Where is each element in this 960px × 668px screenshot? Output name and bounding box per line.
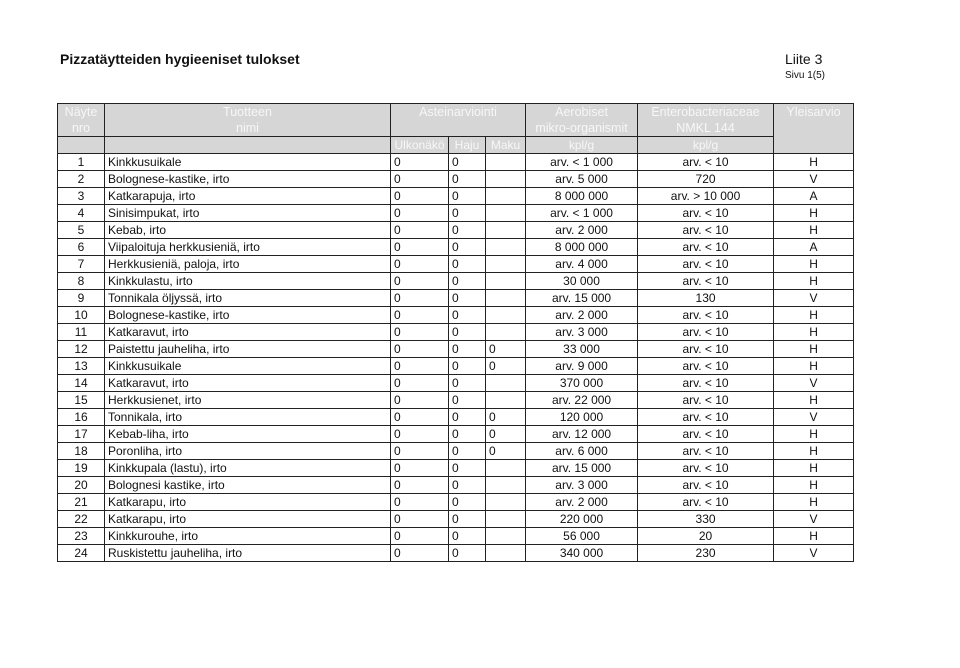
cell-u: 0 bbox=[391, 171, 449, 188]
cell-y: H bbox=[774, 460, 854, 477]
cell-u: 0 bbox=[391, 205, 449, 222]
cell-u: 0 bbox=[391, 375, 449, 392]
cell-nimi: Bolognesi kastike, irto bbox=[105, 477, 391, 494]
cell-h: 0 bbox=[449, 375, 486, 392]
cell-nro: 5 bbox=[58, 222, 105, 239]
table-row bbox=[58, 205, 854, 222]
cell-u: 0 bbox=[391, 426, 449, 443]
cell-nimi: Poronliha, irto bbox=[105, 443, 391, 460]
cell-aer: arv. 3 000 bbox=[526, 324, 638, 341]
cell-ent: 330 bbox=[638, 511, 774, 528]
cell-h: 0 bbox=[449, 409, 486, 426]
cell-nro: 19 bbox=[58, 460, 105, 477]
cell-aer: 340 000 bbox=[526, 545, 638, 562]
cell-nro: 1 bbox=[58, 154, 105, 171]
cell-h: 0 bbox=[449, 205, 486, 222]
table-row bbox=[58, 290, 854, 307]
cell-aer: arv. 2 000 bbox=[526, 307, 638, 324]
cell-y: H bbox=[774, 222, 854, 239]
table-row bbox=[58, 222, 854, 239]
cell-y: H bbox=[774, 341, 854, 358]
table-row bbox=[58, 358, 854, 375]
table-row bbox=[58, 324, 854, 341]
cell-nimi: Kinkkupala (lastu), irto bbox=[105, 460, 391, 477]
cell-u: 0 bbox=[391, 307, 449, 324]
table-row bbox=[58, 188, 854, 205]
cell-nimi: Bolognese-kastike, irto bbox=[105, 307, 391, 324]
table-row bbox=[58, 409, 854, 426]
cell-ent: arv. < 10 bbox=[638, 392, 774, 409]
cell-ent: arv. < 10 bbox=[638, 205, 774, 222]
cell-h: 0 bbox=[449, 528, 486, 545]
table-row bbox=[58, 307, 854, 324]
cell-ent: arv. < 10 bbox=[638, 256, 774, 273]
cell-nro: 14 bbox=[58, 375, 105, 392]
cell-y: V bbox=[774, 375, 854, 392]
header-yleisarvio: Yleisarvio bbox=[774, 104, 854, 154]
cell-ent: arv. < 10 bbox=[638, 494, 774, 511]
cell-y: H bbox=[774, 528, 854, 545]
cell-u: 0 bbox=[391, 528, 449, 545]
cell-y: V bbox=[774, 171, 854, 188]
cell-aer: arv. 5 000 bbox=[526, 171, 638, 188]
cell-nimi: Tonnikala, irto bbox=[105, 409, 391, 426]
cell-aer: 30 000 bbox=[526, 273, 638, 290]
header-nayte: Näyte nro bbox=[58, 104, 105, 137]
cell-aer: 370 000 bbox=[526, 375, 638, 392]
cell-ent: 720 bbox=[638, 171, 774, 188]
header-tuotteen-nimi: Tuotteen nimi bbox=[105, 104, 391, 137]
cell-u: 0 bbox=[391, 324, 449, 341]
cell-nro: 9 bbox=[58, 290, 105, 307]
cell-nro: 20 bbox=[58, 477, 105, 494]
table-row bbox=[58, 375, 854, 392]
table-row bbox=[58, 460, 854, 477]
cell-y: H bbox=[774, 256, 854, 273]
cell-y: H bbox=[774, 477, 854, 494]
cell-u: 0 bbox=[391, 341, 449, 358]
cell-nimi: Tonnikala öljyssä, irto bbox=[105, 290, 391, 307]
header-maku: Maku bbox=[486, 137, 526, 154]
cell-ent: arv. < 10 bbox=[638, 273, 774, 290]
cell-aer: arv. < 1 000 bbox=[526, 154, 638, 171]
appendix-label: Liite 3 bbox=[785, 51, 823, 67]
cell-h: 0 bbox=[449, 392, 486, 409]
table-row bbox=[58, 511, 854, 528]
cell-u: 0 bbox=[391, 494, 449, 511]
cell-m: 0 bbox=[486, 409, 526, 426]
cell-h: 0 bbox=[449, 171, 486, 188]
cell-y: H bbox=[774, 426, 854, 443]
cell-u: 0 bbox=[391, 443, 449, 460]
cell-ent: arv. < 10 bbox=[638, 426, 774, 443]
cell-ent: 20 bbox=[638, 528, 774, 545]
cell-ent: arv. < 10 bbox=[638, 358, 774, 375]
cell-nimi: Herkkusieniä, paloja, irto bbox=[105, 256, 391, 273]
table-row bbox=[58, 392, 854, 409]
cell-nro: 8 bbox=[58, 273, 105, 290]
cell-nimi: Kebab, irto bbox=[105, 222, 391, 239]
table-row bbox=[58, 443, 854, 460]
cell-ent: arv. < 10 bbox=[638, 154, 774, 171]
table-row bbox=[58, 239, 854, 256]
cell-y: H bbox=[774, 392, 854, 409]
cell-u: 0 bbox=[391, 188, 449, 205]
cell-u: 0 bbox=[391, 545, 449, 562]
cell-nimi: Kebab-liha, irto bbox=[105, 426, 391, 443]
cell-m bbox=[486, 392, 526, 409]
cell-y: V bbox=[774, 511, 854, 528]
cell-y: H bbox=[774, 358, 854, 375]
cell-h: 0 bbox=[449, 324, 486, 341]
cell-nro: 13 bbox=[58, 358, 105, 375]
cell-m bbox=[486, 222, 526, 239]
results-table bbox=[57, 103, 854, 562]
cell-y: H bbox=[774, 324, 854, 341]
cell-ent: arv. < 10 bbox=[638, 222, 774, 239]
cell-nro: 3 bbox=[58, 188, 105, 205]
table-row bbox=[58, 494, 854, 511]
cell-h: 0 bbox=[449, 273, 486, 290]
cell-h: 0 bbox=[449, 239, 486, 256]
cell-h: 0 bbox=[449, 154, 486, 171]
table-row bbox=[58, 154, 854, 171]
cell-h: 0 bbox=[449, 358, 486, 375]
cell-y: H bbox=[774, 443, 854, 460]
table-row bbox=[58, 545, 854, 562]
cell-m bbox=[486, 511, 526, 528]
cell-aer: 8 000 000 bbox=[526, 188, 638, 205]
header-aistinvarainen: Asteinarviointi bbox=[391, 104, 526, 137]
cell-aer: arv. 2 000 bbox=[526, 222, 638, 239]
cell-nimi: Bolognese-kastike, irto bbox=[105, 171, 391, 188]
table-row bbox=[58, 171, 854, 188]
table-row bbox=[58, 528, 854, 545]
cell-m bbox=[486, 460, 526, 477]
cell-y: A bbox=[774, 188, 854, 205]
cell-m bbox=[486, 256, 526, 273]
header-enterobacteriaceae: Enterobacteriaceae NMKL 144 bbox=[638, 104, 774, 137]
cell-m: 0 bbox=[486, 341, 526, 358]
cell-u: 0 bbox=[391, 239, 449, 256]
cell-nro: 16 bbox=[58, 409, 105, 426]
cell-m bbox=[486, 528, 526, 545]
cell-nro: 22 bbox=[58, 511, 105, 528]
cell-m bbox=[486, 307, 526, 324]
cell-ent: arv. < 10 bbox=[638, 477, 774, 494]
cell-u: 0 bbox=[391, 477, 449, 494]
table-row bbox=[58, 426, 854, 443]
cell-m bbox=[486, 477, 526, 494]
table-row bbox=[58, 477, 854, 494]
cell-y: H bbox=[774, 205, 854, 222]
cell-m bbox=[486, 154, 526, 171]
cell-u: 0 bbox=[391, 290, 449, 307]
cell-nimi: Kinkkulastu, irto bbox=[105, 273, 391, 290]
cell-h: 0 bbox=[449, 256, 486, 273]
cell-y: H bbox=[774, 154, 854, 171]
cell-aer: arv. 22 000 bbox=[526, 392, 638, 409]
cell-y: V bbox=[774, 409, 854, 426]
cell-y: A bbox=[774, 239, 854, 256]
cell-nro: 7 bbox=[58, 256, 105, 273]
header-aerobiset: Aerobiset mikro-organismit bbox=[526, 104, 638, 137]
cell-nro: 18 bbox=[58, 443, 105, 460]
cell-nimi: Katkarapu, irto bbox=[105, 511, 391, 528]
document-title: Pizzatäytteiden hygieeniset tulokset bbox=[60, 51, 300, 67]
cell-ent: 230 bbox=[638, 545, 774, 562]
cell-ent: arv. < 10 bbox=[638, 307, 774, 324]
cell-u: 0 bbox=[391, 256, 449, 273]
cell-m: 0 bbox=[486, 443, 526, 460]
cell-m bbox=[486, 494, 526, 511]
cell-aer: 220 000 bbox=[526, 511, 638, 528]
cell-u: 0 bbox=[391, 222, 449, 239]
cell-aer: arv. 15 000 bbox=[526, 460, 638, 477]
cell-nro: 12 bbox=[58, 341, 105, 358]
header-haju: Haju bbox=[449, 137, 486, 154]
cell-h: 0 bbox=[449, 443, 486, 460]
cell-nro: 10 bbox=[58, 307, 105, 324]
cell-nimi: Viipaloituja herkkusieniä, irto bbox=[105, 239, 391, 256]
cell-h: 0 bbox=[449, 426, 486, 443]
cell-nimi: Katkarapu, irto bbox=[105, 494, 391, 511]
cell-h: 0 bbox=[449, 188, 486, 205]
cell-nimi: Katkaravut, irto bbox=[105, 375, 391, 392]
cell-m bbox=[486, 171, 526, 188]
cell-y: H bbox=[774, 494, 854, 511]
cell-u: 0 bbox=[391, 409, 449, 426]
cell-ent: arv. < 10 bbox=[638, 375, 774, 392]
subheader-row bbox=[58, 137, 854, 154]
cell-h: 0 bbox=[449, 307, 486, 324]
cell-nimi: Herkkusienet, irto bbox=[105, 392, 391, 409]
cell-aer: arv. 6 000 bbox=[526, 443, 638, 460]
header-row bbox=[58, 104, 854, 137]
cell-nro: 23 bbox=[58, 528, 105, 545]
cell-ent: arv. < 10 bbox=[638, 460, 774, 477]
cell-nro: 4 bbox=[58, 205, 105, 222]
cell-m bbox=[486, 545, 526, 562]
cell-ent: arv. < 10 bbox=[638, 443, 774, 460]
cell-nimi: Paistettu jauheliha, irto bbox=[105, 341, 391, 358]
cell-h: 0 bbox=[449, 477, 486, 494]
cell-y: V bbox=[774, 545, 854, 562]
cell-ent: 130 bbox=[638, 290, 774, 307]
cell-nro: 24 bbox=[58, 545, 105, 562]
cell-m bbox=[486, 324, 526, 341]
table-row bbox=[58, 273, 854, 290]
cell-h: 0 bbox=[449, 494, 486, 511]
cell-nro: 6 bbox=[58, 239, 105, 256]
cell-y: H bbox=[774, 307, 854, 324]
cell-aer: 33 000 bbox=[526, 341, 638, 358]
cell-nimi: Kinkkurouhe, irto bbox=[105, 528, 391, 545]
cell-nro: 15 bbox=[58, 392, 105, 409]
cell-m bbox=[486, 273, 526, 290]
cell-ent: arv. < 10 bbox=[638, 239, 774, 256]
cell-u: 0 bbox=[391, 273, 449, 290]
cell-aer: arv. 15 000 bbox=[526, 290, 638, 307]
cell-aer: 120 000 bbox=[526, 409, 638, 426]
cell-u: 0 bbox=[391, 511, 449, 528]
cell-ent: arv. > 10 000 bbox=[638, 188, 774, 205]
cell-m bbox=[486, 239, 526, 256]
cell-m bbox=[486, 290, 526, 307]
cell-aer: arv. 4 000 bbox=[526, 256, 638, 273]
cell-u: 0 bbox=[391, 358, 449, 375]
cell-h: 0 bbox=[449, 460, 486, 477]
cell-h: 0 bbox=[449, 511, 486, 528]
cell-aer: arv. 12 000 bbox=[526, 426, 638, 443]
cell-aer: arv. 9 000 bbox=[526, 358, 638, 375]
cell-m: 0 bbox=[486, 358, 526, 375]
cell-nimi: Kinkkusuikale bbox=[105, 154, 391, 171]
cell-aer: arv. 2 000 bbox=[526, 494, 638, 511]
cell-u: 0 bbox=[391, 460, 449, 477]
cell-aer: arv. < 1 000 bbox=[526, 205, 638, 222]
cell-nro: 11 bbox=[58, 324, 105, 341]
page-number: Sivu 1(5) bbox=[785, 70, 826, 81]
cell-nimi: Kinkkusuikale bbox=[105, 358, 391, 375]
table-row bbox=[58, 341, 854, 358]
header-ulkonako: Ulkonäkö bbox=[391, 137, 449, 154]
cell-nimi: Katkaravut, irto bbox=[105, 324, 391, 341]
cell-h: 0 bbox=[449, 290, 486, 307]
cell-m bbox=[486, 375, 526, 392]
cell-u: 0 bbox=[391, 392, 449, 409]
cell-aer: arv. 3 000 bbox=[526, 477, 638, 494]
cell-nro: 17 bbox=[58, 426, 105, 443]
cell-ent: arv. < 10 bbox=[638, 409, 774, 426]
cell-u: 0 bbox=[391, 154, 449, 171]
cell-h: 0 bbox=[449, 341, 486, 358]
cell-m: 0 bbox=[486, 426, 526, 443]
cell-nimi: Sinisimpukat, irto bbox=[105, 205, 391, 222]
cell-m bbox=[486, 205, 526, 222]
cell-ent: arv. < 10 bbox=[638, 324, 774, 341]
cell-ent: arv. < 10 bbox=[638, 341, 774, 358]
table-row bbox=[58, 256, 854, 273]
cell-nro: 2 bbox=[58, 171, 105, 188]
cell-nro: 21 bbox=[58, 494, 105, 511]
cell-aer: 56 000 bbox=[526, 528, 638, 545]
cell-y: V bbox=[774, 290, 854, 307]
cell-h: 0 bbox=[449, 545, 486, 562]
cell-nimi: Ruskistettu jauheliha, irto bbox=[105, 545, 391, 562]
header-unit-entero: kpl/g bbox=[638, 137, 774, 154]
cell-y: H bbox=[774, 273, 854, 290]
header-unit-aerobiset: kpl/g bbox=[526, 137, 638, 154]
cell-aer: 8 000 000 bbox=[526, 239, 638, 256]
cell-h: 0 bbox=[449, 222, 486, 239]
cell-m bbox=[486, 188, 526, 205]
cell-nimi: Katkarapuja, irto bbox=[105, 188, 391, 205]
